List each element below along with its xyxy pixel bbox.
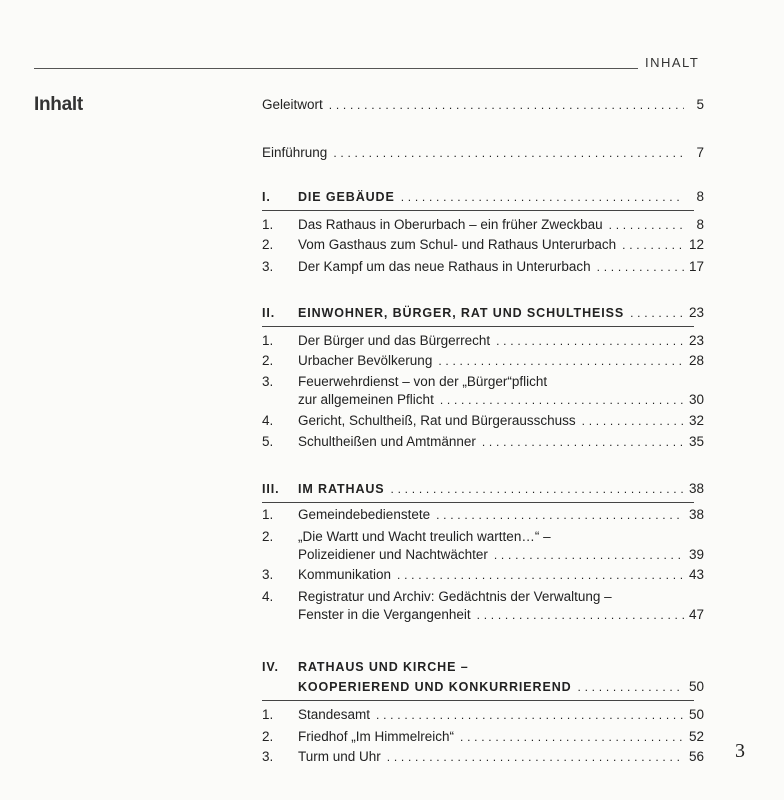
dot-leader — [578, 678, 684, 696]
entry-page: 56 — [688, 749, 704, 764]
dot-leader — [333, 144, 684, 162]
toc-entry-einfuehrung[interactable] — [262, 144, 704, 162]
entry-number: 4. — [262, 413, 274, 428]
chapter-number: II. — [262, 306, 276, 320]
toc-entry-continuation[interactable] — [262, 606, 704, 624]
toc-entry[interactable] — [262, 373, 704, 391]
chapter-rule — [262, 502, 694, 503]
entry-number: 3. — [262, 567, 274, 582]
chapter-title: IM RATHAUS — [298, 482, 385, 496]
entry-title-line-2: Fenster in die Vergangenheit — [298, 607, 471, 622]
toc-entry[interactable] — [262, 728, 704, 746]
entry-page: 50 — [688, 707, 704, 722]
dot-leader — [482, 433, 684, 451]
entry-page: 30 — [688, 392, 704, 407]
toc-entry-page: 7 — [696, 145, 704, 160]
toc-entry[interactable] — [262, 216, 704, 234]
entry-page: 8 — [696, 217, 704, 232]
entry-number: 1. — [262, 507, 274, 522]
chapter-page: 8 — [696, 189, 704, 204]
entry-page: 43 — [688, 567, 704, 582]
toc-chapter-4-continuation[interactable] — [262, 678, 704, 696]
running-header: INHALT — [645, 55, 700, 70]
entry-number: 3. — [262, 259, 274, 274]
dot-leader — [440, 391, 684, 409]
dot-leader — [494, 546, 684, 564]
toc-entry-geleitwort[interactable] — [262, 96, 704, 114]
entry-number: 1. — [262, 707, 274, 722]
chapter-title: DIE GEBÄUDE — [298, 190, 395, 204]
page-title: Inhalt — [34, 94, 83, 115]
entry-page: 17 — [688, 259, 704, 274]
entry-title: Registratur und Archiv: Gedächtnis der Verwaltung – — [298, 589, 612, 604]
toc-entry-title: Einführung — [262, 145, 328, 160]
entry-number: 1. — [262, 217, 274, 232]
dot-leader — [376, 706, 684, 724]
entry-number: 3. — [262, 374, 274, 389]
chapter-rule — [262, 326, 694, 327]
toc-entry[interactable] — [262, 506, 704, 524]
chapter-number: IV. — [262, 660, 279, 674]
entry-title: Schultheißen und Amtmänner — [298, 434, 476, 449]
entry-title-line-2: zur allgemeinen Pflicht — [298, 392, 434, 407]
entry-page: 38 — [688, 507, 704, 522]
chapter-rule — [262, 210, 694, 211]
entry-page: 35 — [688, 434, 704, 449]
dot-leader — [496, 332, 684, 350]
chapter-title-line-2: KOOPERIEREND UND KONKURRIEREND — [298, 680, 572, 694]
dot-leader — [391, 480, 684, 498]
entry-page: 28 — [688, 353, 704, 368]
entry-title: Turm und Uhr — [298, 749, 381, 764]
toc-entry-continuation[interactable] — [262, 391, 704, 409]
entry-title: Vom Gasthaus zum Schul- und Rathaus Unterurbach — [298, 237, 617, 252]
entry-page: 39 — [688, 547, 704, 562]
entry-page: 47 — [688, 607, 704, 622]
entry-number: 2. — [262, 529, 274, 544]
entry-number: 2. — [262, 729, 274, 744]
entry-title: Das Rathaus in Oberurbach – ein früher Zweckbau — [298, 217, 603, 232]
chapter-page: 23 — [688, 305, 704, 320]
toc-entry[interactable] — [262, 528, 704, 546]
toc-entry[interactable] — [262, 706, 704, 724]
chapter-page: 38 — [688, 481, 704, 496]
chapter-rule — [262, 700, 694, 701]
toc-entry-title: Geleitwort — [262, 97, 323, 112]
toc-chapter-1[interactable] — [262, 188, 704, 206]
entry-number: 2. — [262, 353, 274, 368]
entry-title: Friedhof „Im Himmelreich“ — [298, 729, 455, 744]
entry-number: 3. — [262, 749, 274, 764]
dot-leader — [460, 728, 684, 746]
chapter-title: EINWOHNER, BÜRGER, RAT UND SCHULTHEISS — [298, 306, 625, 320]
chapter-number: III. — [262, 482, 280, 496]
entry-title-line-2: Polizeidiener und Nachtwächter — [298, 547, 488, 562]
dot-leader — [397, 566, 684, 584]
header-rule — [34, 68, 638, 69]
page-number: 3 — [735, 740, 745, 762]
entry-page: 12 — [688, 237, 704, 252]
dot-leader — [630, 304, 684, 322]
dot-leader — [622, 236, 684, 254]
toc-entry-continuation[interactable] — [262, 546, 704, 564]
dot-leader — [436, 506, 684, 524]
entry-number: 5. — [262, 434, 274, 449]
toc-entry[interactable] — [262, 412, 704, 430]
dot-leader — [597, 258, 684, 276]
toc-entry[interactable] — [262, 258, 704, 276]
dot-leader — [438, 352, 684, 370]
dot-leader — [401, 188, 684, 206]
entry-number: 2. — [262, 237, 274, 252]
entry-title: Urbacher Bevölkerung — [298, 353, 433, 368]
entry-number: 1. — [262, 333, 274, 348]
entry-title: Feuerwehrdienst – von der „Bürger“pflicht — [298, 374, 548, 389]
toc-entry[interactable] — [262, 332, 704, 350]
toc-entry-page: 5 — [696, 97, 704, 112]
entry-title: „Die Wartt und Wacht treulich wartten…“ – — [298, 529, 551, 544]
toc-entry[interactable] — [262, 566, 704, 584]
toc-chapter-2[interactable] — [262, 304, 704, 322]
dot-leader — [477, 606, 684, 624]
entry-page: 32 — [688, 413, 704, 428]
entry-title: Der Kampf um das neue Rathaus in Unterurbach — [298, 259, 591, 274]
entry-title: Kommunikation — [298, 567, 392, 582]
entry-title: Gemeindebedienstete — [298, 507, 431, 522]
chapter-title: RATHAUS UND KIRCHE – — [298, 660, 469, 674]
toc-entry[interactable] — [262, 236, 704, 254]
entry-title: Der Bürger und das Bürgerrecht — [298, 333, 491, 348]
dot-leader — [329, 96, 684, 114]
toc-entry[interactable] — [262, 748, 704, 766]
entry-number: 4. — [262, 589, 274, 604]
entry-page: 52 — [688, 729, 704, 744]
dot-leader — [387, 748, 684, 766]
toc-entry[interactable] — [262, 588, 704, 606]
toc-entry[interactable] — [262, 433, 704, 451]
toc-entry[interactable] — [262, 352, 704, 370]
toc-chapter-4[interactable] — [262, 658, 704, 676]
entry-title: Gericht, Schultheiß, Rat und Bürgerausschuss — [298, 413, 576, 428]
entry-page: 23 — [688, 333, 704, 348]
chapter-page: 50 — [688, 679, 704, 694]
chapter-number: I. — [262, 190, 271, 204]
toc-chapter-3[interactable] — [262, 480, 704, 498]
dot-leader — [582, 412, 684, 430]
dot-leader — [609, 216, 684, 234]
entry-title: Standesamt — [298, 707, 371, 722]
